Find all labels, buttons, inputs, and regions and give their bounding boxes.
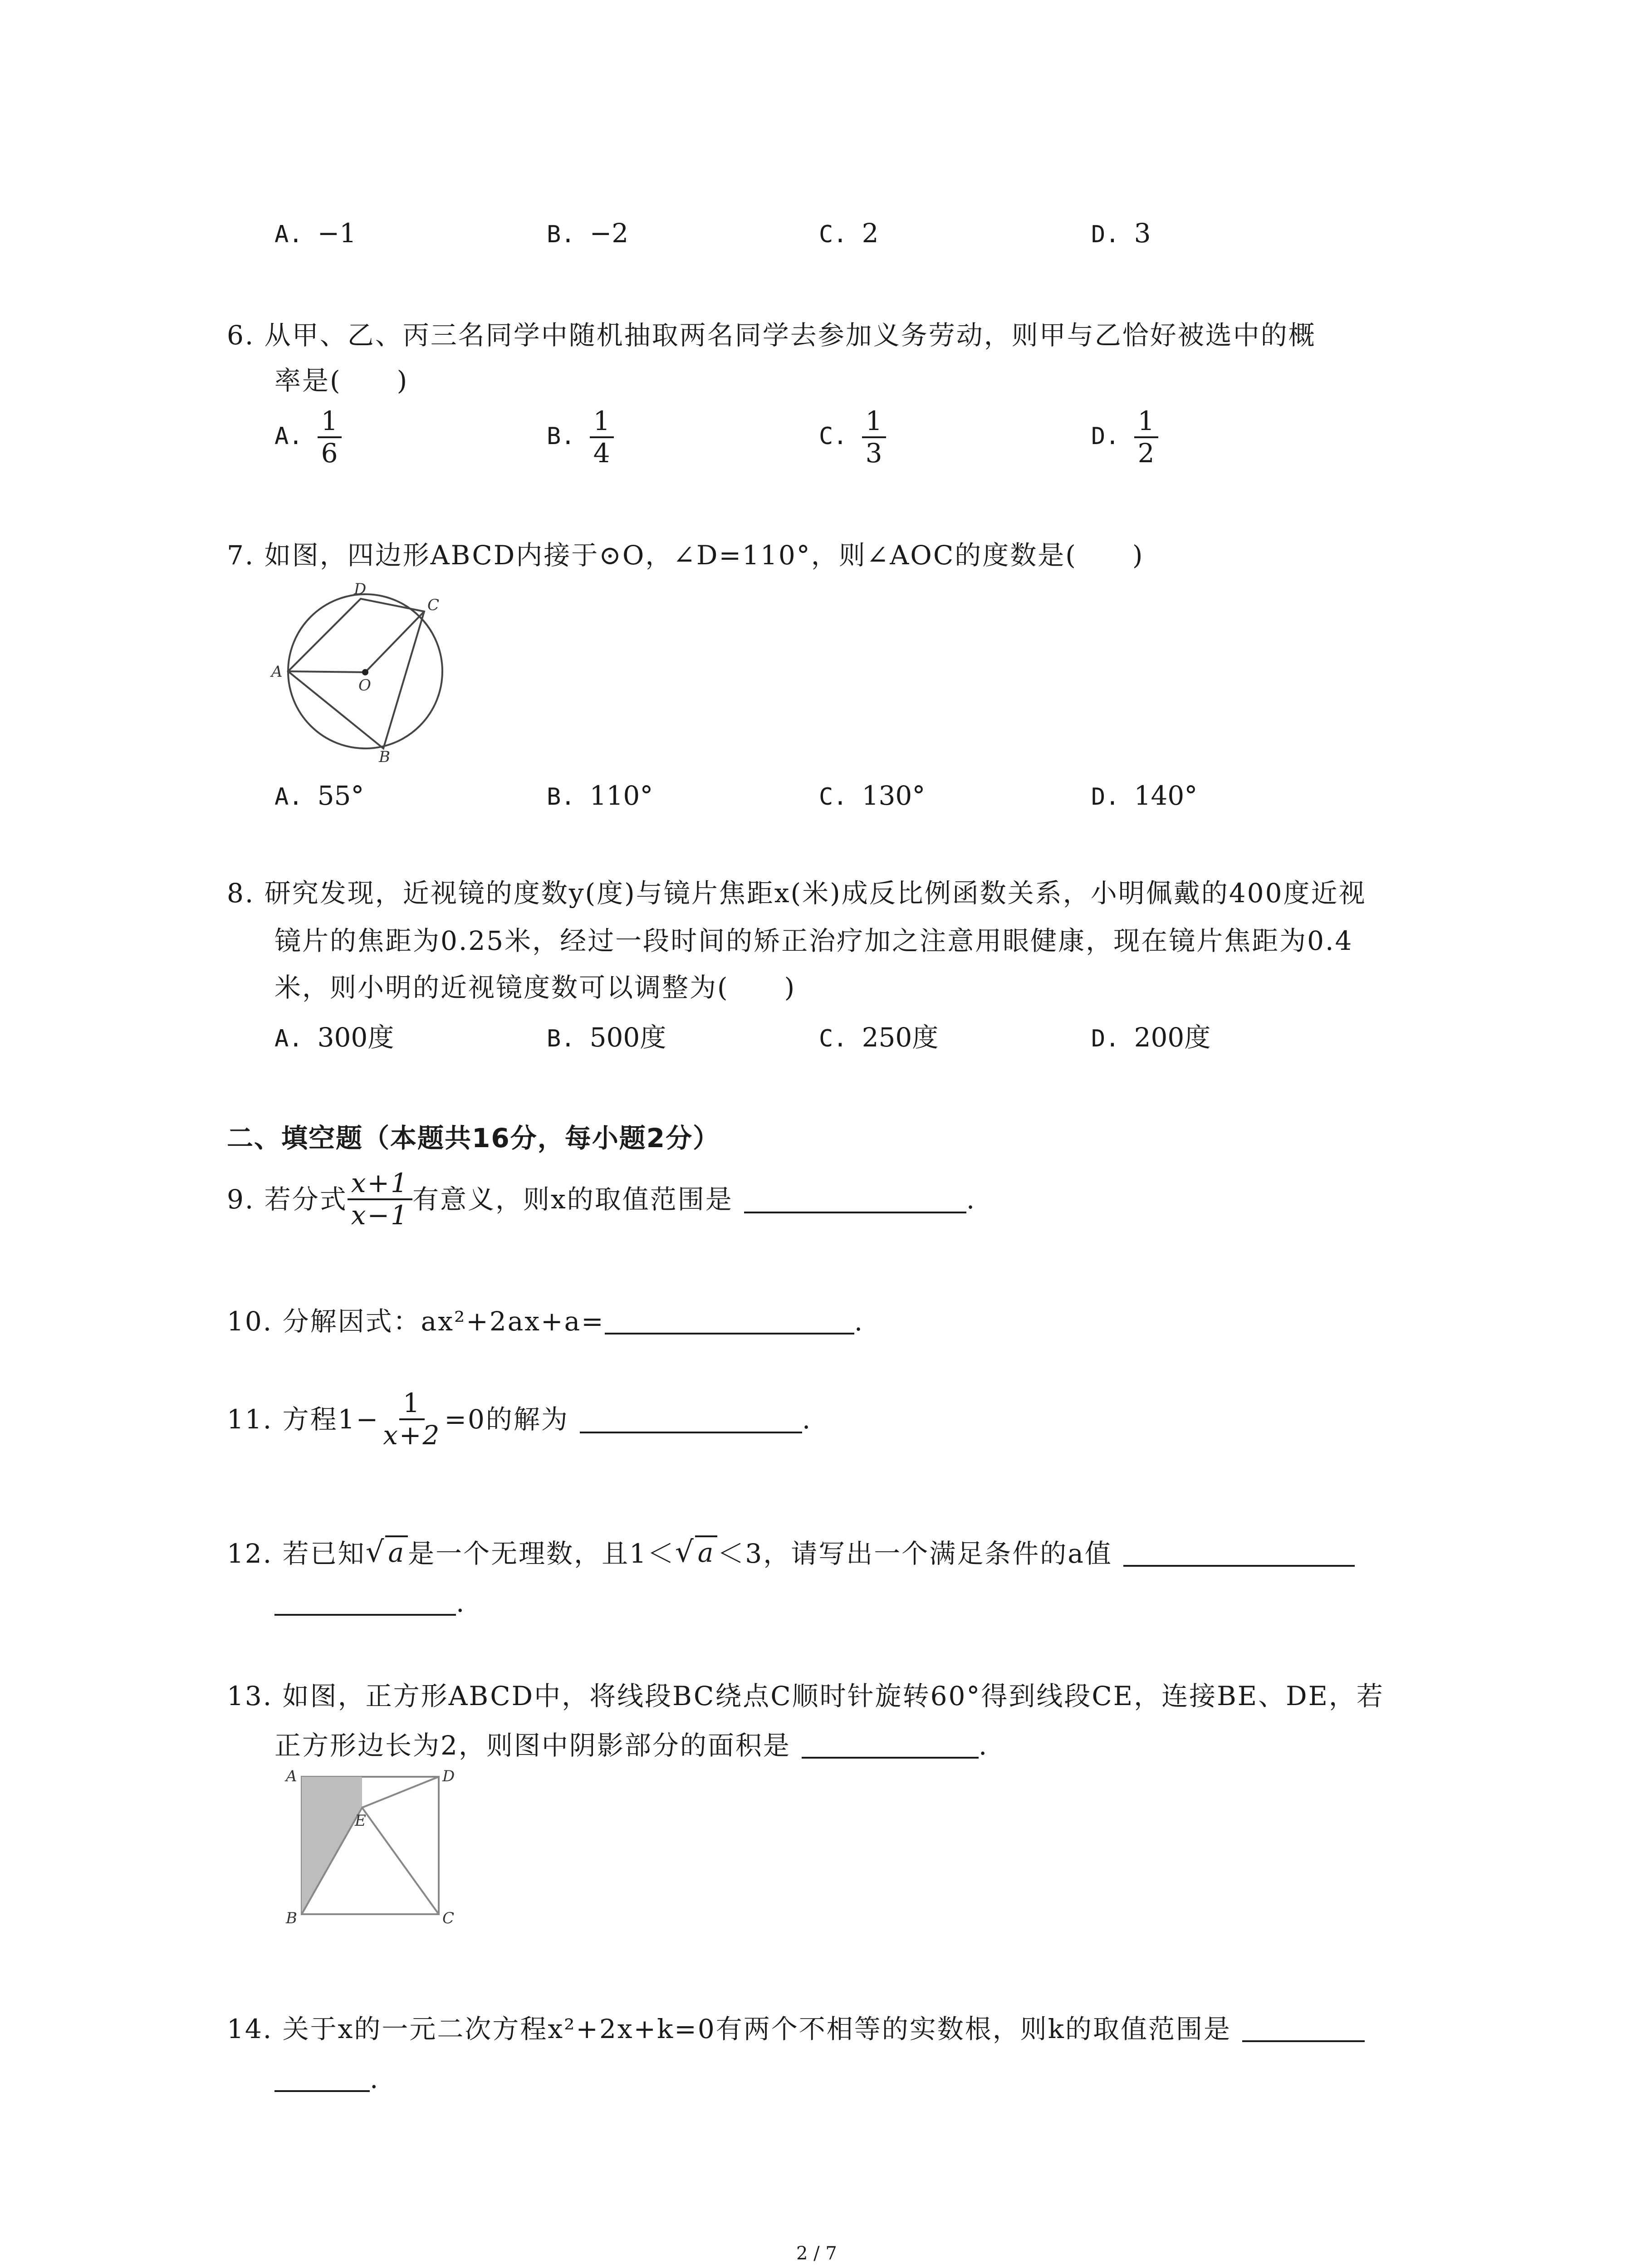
q8-option-a: A. 300度 bbox=[274, 1022, 394, 1053]
q10-answer-blank[interactable] bbox=[605, 1306, 854, 1334]
q6-line1: 6. 从甲、乙、丙三名同学中随机抽取两名同学去参加义务劳动，则甲与乙恰好被选中的概 bbox=[227, 320, 1316, 351]
q9: 9. 若分式 $\frac{x+1}{x-1}$ 有意义，则x的取值范围是 . bbox=[227, 1168, 976, 1231]
q6-line2: 率是( ) bbox=[274, 365, 409, 396]
q9-answer-blank[interactable] bbox=[744, 1185, 966, 1213]
q7-text: 7. 如图，四边形ABCD内接于⊙O，∠D=110°，则∠AOC的度数是( ) bbox=[227, 540, 1144, 571]
q7-option-b: B. 110° bbox=[547, 780, 653, 811]
q6-option-b: B. $\frac{1}{4}$ bbox=[547, 406, 614, 468]
q12-sqrt-2: √ a bbox=[675, 1538, 717, 1567]
q8-option-c: C. 250度 bbox=[819, 1022, 939, 1053]
q8-option-b: B. 500度 bbox=[547, 1022, 666, 1053]
q5-option-d: D. 3 bbox=[1091, 218, 1151, 249]
q8-line2: 镜片的焦距为0.25米，经过一段时间的矫正治疗加之注意用眼健康，现在镜片焦距为0.4 bbox=[274, 925, 1353, 956]
label-o: O bbox=[358, 676, 371, 694]
q9-post: 有意义，则x的取值范围是 bbox=[412, 1183, 733, 1215]
q11-fraction: $\frac{1}{x+2}$ bbox=[383, 1388, 441, 1451]
q12-answer-blank-2[interactable] bbox=[274, 1588, 456, 1616]
q11-answer-blank[interactable] bbox=[580, 1405, 802, 1433]
q13-line1: 13. 如图，正方形ABCD中，将线段BC绕点C顺时针旋转60°得到线段CE，连接BE、DE，若 bbox=[227, 1681, 1384, 1711]
q8-line3: 米，则小明的近视镜度数可以调整为( ) bbox=[274, 972, 796, 1003]
q14-text: 14. 关于x的一元二次方程x²+2x+k=0有两个不相等的实数根，则k的取值范围是 bbox=[227, 2014, 1231, 2044]
q6-option-a: A. $\frac{1}{6}$ bbox=[274, 406, 342, 468]
q7-circle-figure bbox=[263, 576, 454, 767]
label-c: C bbox=[427, 596, 440, 614]
q7-option-a: A. 55° bbox=[274, 780, 364, 811]
label-e: E bbox=[355, 1812, 366, 1830]
segment-ao bbox=[288, 671, 365, 672]
q12-continued: . bbox=[274, 1588, 465, 1616]
q9-fraction: $\frac{x+1}{x-1}$ bbox=[348, 1168, 412, 1230]
q6-option-d: D. $\frac{1}{2}$ bbox=[1091, 406, 1158, 468]
q10: 10. 分解因式：ax²+2ax+a= . bbox=[227, 1306, 864, 1337]
center-dot bbox=[362, 669, 368, 675]
q10-text: 10. 分解因式：ax²+2ax+a= bbox=[227, 1306, 605, 1337]
q12-sqrt-1: √ a bbox=[366, 1538, 408, 1567]
segment-de bbox=[362, 1777, 439, 1808]
q11: 11. 方程1− $\frac{1}{x+2}$ =0的解为 . bbox=[227, 1388, 812, 1451]
label-c: C bbox=[442, 1909, 455, 1927]
q12-post: ＜3，请写出一个满足条件的a值 bbox=[717, 1538, 1112, 1569]
label-a: A bbox=[271, 663, 283, 681]
q14 bbox=[227, 2014, 1365, 2042]
q12-answer-blank-1[interactable] bbox=[1123, 1539, 1355, 1567]
q5-option-b: B. −2 bbox=[547, 218, 629, 249]
q11-post: =0的解为 bbox=[444, 1403, 569, 1435]
q7-option-c: C. 130° bbox=[819, 780, 926, 811]
q9-pre: 9. 若分式 bbox=[227, 1183, 348, 1215]
q8-line1: 8. 研究发现，近视镜的度数y(度)与镜片焦距x(米)成反比例函数关系，小明佩戴的400度近视 bbox=[227, 878, 1367, 909]
q14-answer-blank-2[interactable] bbox=[274, 2064, 370, 2092]
label-b: B bbox=[286, 1909, 297, 1927]
quadrilateral-abcd bbox=[288, 599, 424, 748]
q12 bbox=[227, 1535, 1355, 1569]
section-heading-fill-in: 二、填空题（本题共16分，每小题2分） bbox=[227, 1123, 720, 1154]
q7-option-d: D. 140° bbox=[1091, 780, 1198, 811]
q6-option-c: C. $\frac{1}{3}$ bbox=[819, 406, 886, 468]
label-b: B bbox=[379, 748, 390, 766]
q13-answer-blank[interactable] bbox=[802, 1730, 979, 1759]
q13-square-figure bbox=[272, 1767, 463, 1935]
q14-continued: . bbox=[274, 2064, 379, 2092]
q5-option-a: A. −1 bbox=[274, 218, 357, 249]
shaded-triangle bbox=[302, 1777, 362, 1914]
page-number: 2 / 7 bbox=[796, 2243, 837, 2264]
q12-pre: 12. 若已知 bbox=[227, 1538, 366, 1569]
label-a: A bbox=[286, 1767, 297, 1785]
q13-line2: 正方形边长为2，则图中阴影部分的面积是 . bbox=[274, 1730, 989, 1761]
q14-answer-blank-1[interactable] bbox=[1242, 2014, 1365, 2042]
q12-mid: 是一个无理数，且1＜ bbox=[408, 1538, 675, 1569]
q11-pre: 11. 方程1− bbox=[227, 1403, 380, 1435]
label-d: D bbox=[442, 1767, 455, 1785]
label-d: D bbox=[354, 580, 367, 598]
q8-option-d: D. 200度 bbox=[1091, 1022, 1211, 1053]
q5-option-c: C. 2 bbox=[819, 218, 879, 249]
